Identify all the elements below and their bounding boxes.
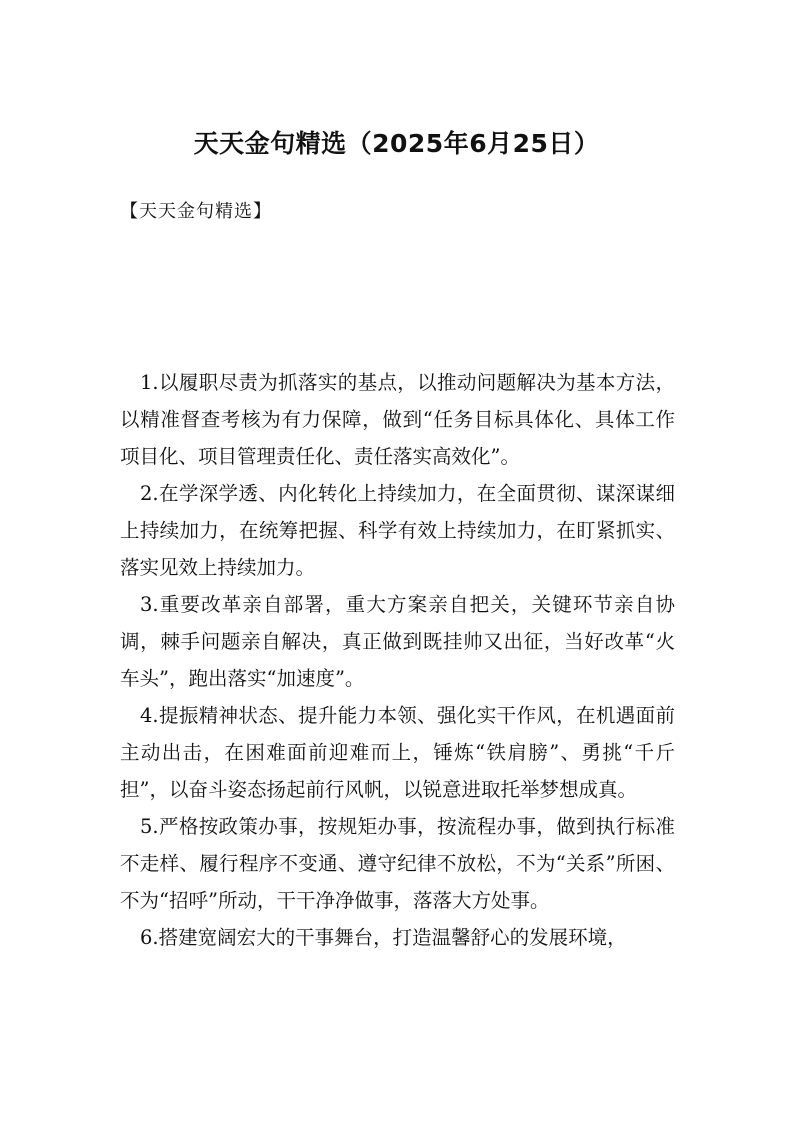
paragraph-1: 1.以履职尽责为抓落实的基点，以推动问题解决为基本方法，以精准督查考核为有力保障，做到“任务目标具体化、具体工作项目化、项目管理责任化、责任落实高效化”。: [120, 371, 675, 468]
paragraph-3: 3.重要改革亲自部署，重大方案亲自把关，关键环节亲自协调，棘手问题亲自解决，真正做到既挂帅又出征，当好改革“火车头”，跑出落实“加速度”。: [120, 593, 675, 690]
section-label: 【天天金句精选】: [120, 201, 272, 222]
paragraph-6: 6.搭建宽阔宏大的干事舞台，打造温馨舒心的发展环境，: [140, 926, 627, 949]
document-body: [120, 364, 675, 956]
paragraph-4: 4.提振精神状态、提升能力本领、强化实干作风，在机遇面前主动出击，在困难面前迎难而上，锤炼“铁肩膀”、勇挑“千斤担”，以奋斗姿态扬起前行风帆，以锐意进取托举梦想成真。: [120, 704, 675, 801]
paragraph-2: 2.在学深学透、内化转化上持续加力，在全面贯彻、谋深谋细上持续加力，在统筹把握、科学有效上持续加力，在盯紧抓实、落实见效上持续加力。: [120, 482, 675, 579]
document-title: 天天金句精选（2025年6月25日）: [193, 129, 600, 158]
paragraph-5: 5.严格按政策办事，按规矩办事，按流程办事，做到执行标准不走样、履行程序不变通、遵守纪律不放松，不为“关系”所困、不为“招呼”所动，干干净净做事，落落大方处事。: [120, 815, 675, 912]
